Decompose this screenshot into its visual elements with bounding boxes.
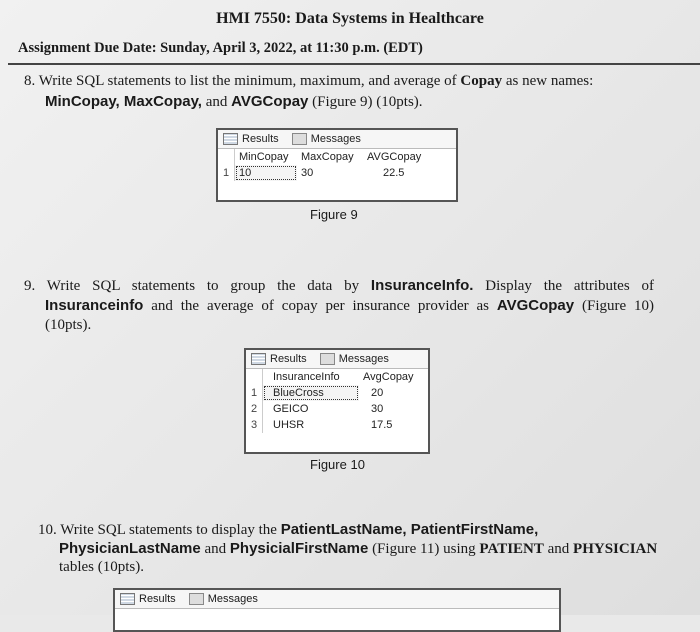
q10-number: 10. xyxy=(38,522,57,538)
column-header: MinCopay xyxy=(239,151,289,163)
column-header: InsuranceInfo xyxy=(273,371,340,383)
due-date: Assignment Due Date: Sunday, April 3, 2022, at 11:30 p.m. (EDT) xyxy=(18,40,423,56)
q9-line1 xyxy=(24,276,654,296)
row-number: 1 xyxy=(218,165,235,181)
grid-icon xyxy=(223,133,238,145)
results-tab[interactable]: Results xyxy=(251,353,307,365)
messages-icon xyxy=(189,593,204,605)
q8-line2-end: (Figure 9) (10pts). xyxy=(308,94,423,110)
grid-icon xyxy=(120,593,135,605)
q9-text-a: Write SQL statements to group the data by xyxy=(46,278,371,294)
results-tab[interactable]: Results xyxy=(120,593,176,605)
q9-text-c: and the average of copay per insurance provider as xyxy=(143,298,497,314)
table-cell[interactable]: 30 xyxy=(371,403,384,415)
q8-text-b: as new names: xyxy=(502,73,594,89)
q10-line1 xyxy=(38,520,538,540)
table-row xyxy=(246,401,428,417)
q8-bold-copay: Copay xyxy=(460,73,503,89)
q8-and: and xyxy=(201,94,232,110)
messages-icon xyxy=(320,353,335,365)
q9-bold-insuranceinfo: InsuranceInfo. xyxy=(370,277,474,294)
q10-bold-physician-first: PhysicialFirstName xyxy=(229,540,369,557)
row-number: 2 xyxy=(246,401,263,417)
table-cell[interactable]: 22.5 xyxy=(383,167,405,179)
messages-icon xyxy=(292,133,307,145)
row-number: 3 xyxy=(246,417,263,433)
q8-avg-name: AVGCopay xyxy=(231,93,309,110)
q9-number: 9. xyxy=(24,278,36,294)
q9-bold-avgcopay: AVGCopay xyxy=(496,297,575,314)
table-cell[interactable]: 10 xyxy=(235,165,297,181)
table-cell[interactable]: BlueCross xyxy=(263,385,359,401)
q10-text-c: (Figure 11) using xyxy=(368,541,480,557)
q8-names: MinCopay, MaxCopay, xyxy=(45,93,202,110)
table-cell[interactable]: GEICO xyxy=(273,403,309,415)
q10-bold-patient-names: PatientLastName, PatientFirstName, xyxy=(280,521,539,538)
q9-text-b: Display the attributes of xyxy=(473,278,654,294)
figure10-results-grid xyxy=(244,348,430,454)
q9-bold-insuranceinfo-2: Insuranceinfo xyxy=(45,297,144,314)
figure10-tabs xyxy=(246,350,428,369)
figure11-results-grid xyxy=(113,588,561,632)
q10-bold-physician: PHYSICIAN xyxy=(573,541,658,557)
grid-icon xyxy=(251,353,266,365)
column-header: AVGCopay xyxy=(367,151,422,163)
q10-bold-physician-last: PhysicianLastName xyxy=(59,540,201,557)
table-row xyxy=(246,385,428,401)
q10-text-d: and xyxy=(543,541,574,557)
q8-line1 xyxy=(24,72,593,91)
column-header: AvgCopay xyxy=(363,371,414,383)
figure10-header-row xyxy=(246,369,428,385)
results-tab[interactable]: Results xyxy=(223,133,279,145)
figure11-tabs xyxy=(115,590,559,609)
header-divider xyxy=(8,63,700,65)
q10-bold-patient: PATIENT xyxy=(479,541,544,557)
figure9-caption: Figure 9 xyxy=(310,207,358,222)
figure10-caption: Figure 10 xyxy=(310,457,365,472)
q9-line3: (10pts). xyxy=(45,317,92,333)
table-cell[interactable]: 17.5 xyxy=(371,419,393,431)
table-row xyxy=(218,165,456,181)
q10-line3: tables (10pts). xyxy=(59,559,144,575)
figure9-results-grid xyxy=(216,128,458,202)
q8-text-a: Write SQL statements to list the minimum, maximum, and average of xyxy=(38,73,461,89)
messages-tab[interactable]: Messages xyxy=(320,353,389,365)
column-header: MaxCopay xyxy=(301,151,354,163)
table-cell[interactable]: UHSR xyxy=(273,419,305,431)
q10-text-a: Write SQL statements to display the xyxy=(60,522,281,538)
q9-line2 xyxy=(45,296,654,316)
q8-line2 xyxy=(45,92,423,112)
q9-text-d: (Figure 10) xyxy=(574,298,654,314)
messages-tab[interactable]: Messages xyxy=(292,133,361,145)
table-row xyxy=(246,417,428,433)
q10-line2 xyxy=(59,539,657,559)
messages-tab[interactable]: Messages xyxy=(189,593,258,605)
q8-number: 8. xyxy=(24,73,36,89)
page-title: HMI 7550: Data Systems in Healthcare xyxy=(216,10,484,27)
figure9-header-row xyxy=(218,149,456,165)
row-number: 1 xyxy=(246,385,263,401)
figure9-tabs xyxy=(218,130,456,149)
q10-text-b: and xyxy=(200,541,230,557)
table-cell[interactable]: 30 xyxy=(301,167,314,179)
table-cell[interactable]: 20 xyxy=(371,387,384,399)
